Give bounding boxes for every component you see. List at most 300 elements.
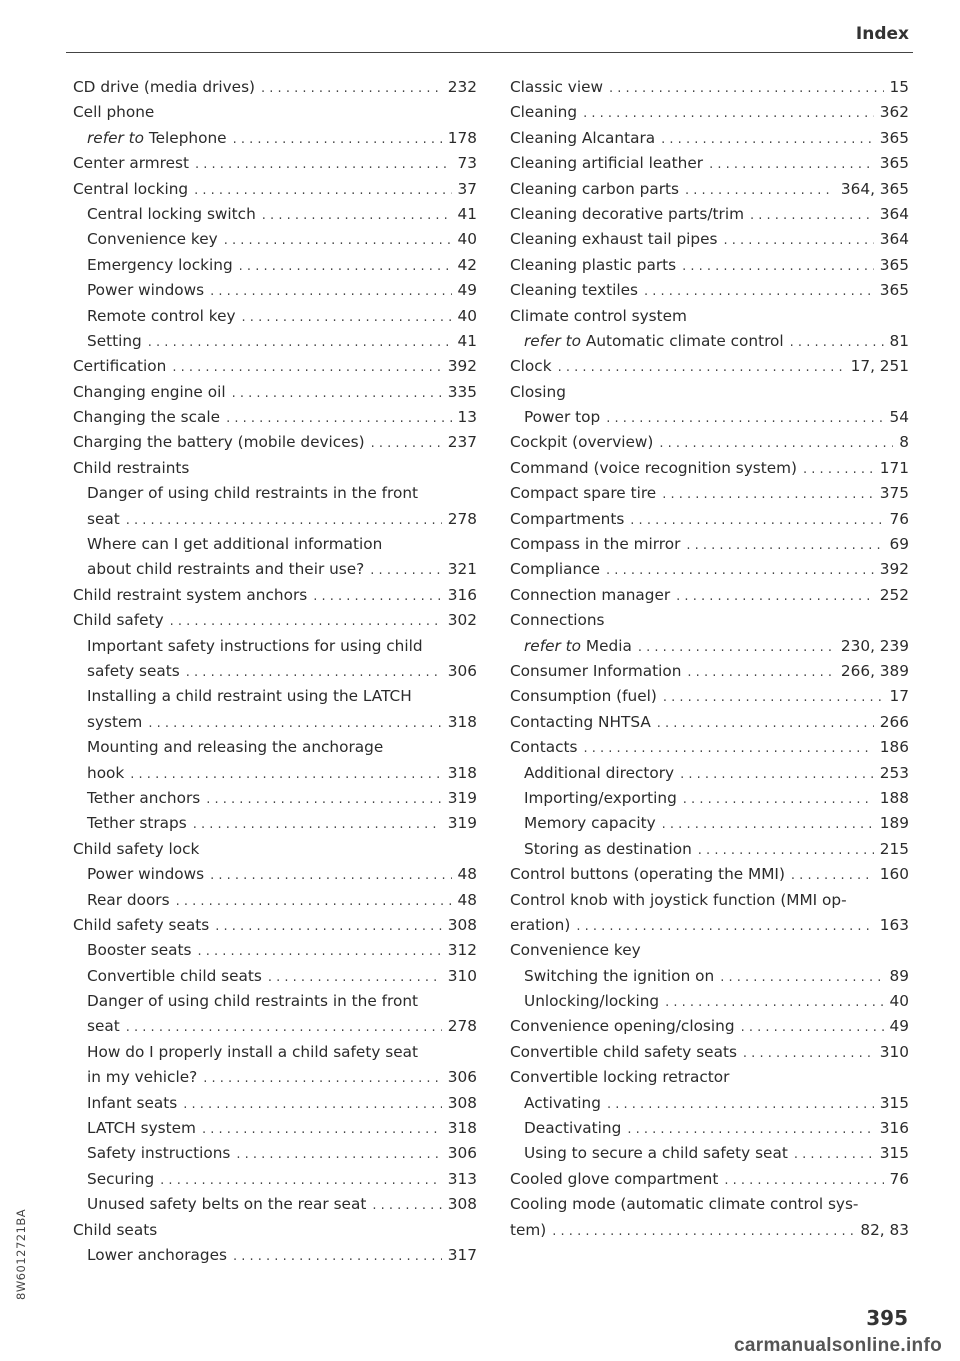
index-term-text: Consumption (fuel) bbox=[510, 687, 657, 706]
dot-leader bbox=[644, 279, 874, 304]
index-term-text: Important safety instructions for using child bbox=[87, 636, 423, 655]
index-term-text: Importing/exporting bbox=[524, 788, 677, 807]
index-term-text: Unlocking/locking bbox=[524, 992, 660, 1011]
index-term bbox=[87, 1116, 196, 1141]
index-page-ref: 306 bbox=[447, 1144, 477, 1163]
index-term bbox=[87, 329, 142, 354]
index-entry bbox=[73, 684, 477, 709]
index-page-ref: 48 bbox=[457, 865, 477, 884]
index-page-ref: 315 bbox=[879, 1144, 909, 1163]
index-entry bbox=[510, 1014, 909, 1039]
document-code: 8W6012721BA bbox=[14, 1208, 28, 1300]
dot-leader bbox=[236, 1142, 441, 1167]
dot-leader bbox=[724, 1168, 883, 1193]
index-page-ref: 308 bbox=[447, 1195, 477, 1214]
index-term-text: Charging the battery (mobile devices) bbox=[73, 433, 365, 452]
dot-leader bbox=[176, 889, 452, 914]
index-page-ref: 48 bbox=[457, 890, 477, 909]
index-page-ref: 266, 389 bbox=[840, 661, 909, 680]
index-entry bbox=[510, 811, 909, 836]
index-entry bbox=[73, 1065, 477, 1090]
index-entry bbox=[510, 1065, 909, 1090]
index-term-text: Cleaning plastic parts bbox=[510, 255, 677, 274]
index-page-ref: 318 bbox=[447, 712, 477, 731]
index-term bbox=[510, 1065, 729, 1090]
index-page-ref: 253 bbox=[879, 763, 909, 782]
index-page-ref: 252 bbox=[879, 585, 909, 604]
index-term-text: Unused safety belts on the rear seat bbox=[87, 1195, 367, 1214]
index-cross-reference: refer to bbox=[87, 128, 145, 147]
dot-leader bbox=[803, 457, 874, 482]
dot-leader bbox=[627, 1117, 873, 1142]
dot-leader bbox=[676, 584, 874, 609]
index-term bbox=[510, 354, 552, 379]
index-term-text: Cockpit (overview) bbox=[510, 433, 654, 452]
index-entry bbox=[73, 888, 477, 913]
index-entry bbox=[73, 989, 477, 1014]
index-term bbox=[524, 811, 656, 836]
index-term-text: system bbox=[87, 712, 143, 731]
index-entry bbox=[73, 126, 477, 151]
index-term-text: Danger of using child restraints in the front bbox=[87, 992, 419, 1011]
index-term-text: CD drive (media drives) bbox=[73, 78, 256, 96]
index-entry bbox=[73, 481, 477, 506]
index-term bbox=[87, 1243, 227, 1268]
index-entry bbox=[510, 405, 909, 430]
index-entry bbox=[510, 710, 909, 735]
index-term-text: Control knob with joystick function (MMI op- bbox=[510, 890, 847, 909]
index-page-ref: 316 bbox=[879, 1119, 909, 1138]
index-term-text: Child safety lock bbox=[73, 839, 200, 858]
index-entry bbox=[73, 583, 477, 608]
index-term-text: Cleaning textiles bbox=[510, 281, 638, 300]
dot-leader bbox=[687, 660, 834, 685]
index-page-ref: 17 bbox=[889, 687, 909, 706]
index-term-text: Consumer Information bbox=[510, 661, 682, 680]
dot-leader bbox=[261, 76, 442, 101]
index-term-text: Mounting and releasing the anchorage bbox=[87, 738, 384, 757]
index-term bbox=[510, 100, 577, 125]
index-term-text: Deactivating bbox=[524, 1119, 622, 1138]
page-number: 395 bbox=[866, 1306, 908, 1330]
index-term bbox=[524, 405, 600, 430]
index-term-text: Media bbox=[581, 636, 632, 655]
index-term bbox=[73, 913, 209, 938]
dot-leader bbox=[197, 939, 441, 964]
index-entry bbox=[73, 608, 477, 633]
index-term bbox=[73, 75, 255, 100]
dot-leader bbox=[262, 203, 452, 228]
index-term-text: Lower anchorages bbox=[87, 1245, 227, 1264]
dot-leader bbox=[698, 838, 874, 863]
index-entry bbox=[510, 888, 909, 913]
dot-leader bbox=[203, 1066, 442, 1091]
index-entry bbox=[73, 354, 477, 379]
index-term-text: LATCH system bbox=[87, 1119, 196, 1138]
dot-leader bbox=[183, 1092, 442, 1117]
index-entry bbox=[73, 253, 477, 278]
index-entry bbox=[510, 608, 909, 633]
dot-leader bbox=[130, 762, 442, 787]
index-term-text: Cleaning bbox=[510, 103, 578, 122]
index-term bbox=[73, 405, 220, 430]
index-term bbox=[510, 1014, 735, 1039]
dot-leader bbox=[663, 685, 884, 710]
dot-leader bbox=[583, 101, 874, 126]
index-entry bbox=[510, 938, 909, 963]
index-term-text: safety seats bbox=[87, 661, 180, 680]
index-entry bbox=[510, 1116, 909, 1141]
index-term-text: Central locking bbox=[73, 179, 189, 198]
index-entry bbox=[73, 1192, 477, 1217]
index-cross-reference: refer to bbox=[524, 331, 582, 350]
index-term-text: Switching the ignition on bbox=[524, 966, 715, 985]
index-term-text: Installing a child restraint using the LATCH bbox=[87, 687, 412, 706]
index-entry bbox=[73, 862, 477, 887]
dot-leader bbox=[606, 406, 883, 431]
index-entry bbox=[73, 1014, 477, 1039]
index-page-ref: 306 bbox=[447, 1068, 477, 1087]
dot-leader bbox=[313, 584, 442, 609]
index-page-ref: 321 bbox=[447, 560, 477, 579]
index-entry bbox=[510, 1141, 909, 1166]
index-page-ref: 375 bbox=[879, 484, 909, 503]
index-term bbox=[73, 100, 154, 125]
index-term-text: Compliance bbox=[510, 560, 601, 579]
index-page-ref: 365 bbox=[879, 128, 909, 147]
dot-leader bbox=[215, 914, 442, 939]
index-term bbox=[87, 735, 383, 760]
page-header-title: Index bbox=[855, 24, 909, 44]
index-entry bbox=[73, 532, 477, 557]
dot-leader bbox=[607, 1092, 874, 1117]
index-entry bbox=[510, 659, 909, 684]
dot-leader bbox=[210, 279, 451, 304]
dot-leader bbox=[193, 812, 442, 837]
index-term-text: Cell phone bbox=[73, 103, 155, 122]
index-term bbox=[510, 938, 641, 963]
index-entry bbox=[73, 1116, 477, 1141]
index-term-text: Classic view bbox=[510, 78, 603, 96]
index-term bbox=[73, 354, 166, 379]
index-entry bbox=[73, 202, 477, 227]
index-page-ref: 362 bbox=[879, 103, 909, 122]
index-term-text: Cleaning carbon parts bbox=[510, 179, 679, 198]
index-page-ref: 310 bbox=[879, 1042, 909, 1061]
index-page-ref: 186 bbox=[879, 738, 909, 757]
index-term-text: in my vehicle? bbox=[87, 1068, 198, 1087]
index-term-text: Power top bbox=[524, 408, 601, 427]
index-term bbox=[87, 761, 124, 786]
index-term bbox=[87, 304, 236, 329]
index-term-text: Changing the scale bbox=[73, 408, 221, 427]
index-term bbox=[87, 938, 191, 963]
index-entry bbox=[510, 964, 909, 989]
index-term-text: Compass in the mirror bbox=[510, 535, 681, 554]
index-page-ref: 40 bbox=[457, 230, 477, 249]
dot-leader bbox=[268, 965, 442, 990]
index-term bbox=[510, 557, 600, 582]
index-page-ref: 189 bbox=[879, 814, 909, 833]
index-term-text: Climate control system bbox=[510, 306, 687, 325]
index-term bbox=[87, 507, 120, 532]
index-term bbox=[87, 278, 204, 303]
index-entry bbox=[510, 583, 909, 608]
index-term-text: Booster seats bbox=[87, 941, 192, 960]
index-term bbox=[87, 227, 218, 252]
dot-leader bbox=[724, 228, 874, 253]
index-term bbox=[73, 583, 307, 608]
dot-leader bbox=[790, 330, 884, 355]
index-term bbox=[87, 634, 423, 659]
index-term bbox=[87, 862, 204, 887]
index-entry bbox=[73, 710, 477, 735]
index-page-ref: 316 bbox=[447, 585, 477, 604]
dot-leader bbox=[606, 558, 874, 583]
index-term-text: Compact spare tire bbox=[510, 484, 657, 503]
index-term bbox=[87, 786, 200, 811]
index-term bbox=[510, 278, 638, 303]
index-term-text: Closing bbox=[510, 382, 566, 401]
index-page-ref: 69 bbox=[889, 535, 909, 554]
index-page-ref: 266 bbox=[879, 712, 909, 731]
index-term bbox=[510, 507, 624, 532]
index-entry bbox=[510, 177, 909, 202]
dot-leader bbox=[576, 914, 873, 939]
index-entry bbox=[510, 75, 909, 100]
index-term bbox=[87, 1065, 197, 1090]
index-page-ref: 49 bbox=[457, 281, 477, 300]
dot-leader bbox=[160, 1168, 442, 1193]
index-term bbox=[510, 430, 653, 455]
index-term-text: Certification bbox=[73, 357, 167, 376]
index-entry bbox=[510, 761, 909, 786]
dot-leader bbox=[659, 431, 893, 456]
index-entry bbox=[73, 100, 477, 125]
index-page-ref: 163 bbox=[879, 915, 909, 934]
index-term-text: Infant seats bbox=[87, 1093, 178, 1112]
index-term bbox=[87, 1192, 366, 1217]
index-page-ref: 319 bbox=[447, 788, 477, 807]
index-term-text: Child seats bbox=[73, 1220, 158, 1239]
index-term bbox=[510, 532, 680, 557]
index-term-text: Emergency locking bbox=[87, 255, 233, 274]
dot-leader bbox=[794, 1142, 874, 1167]
index-page-ref: 365 bbox=[879, 255, 909, 274]
index-term bbox=[87, 1091, 177, 1116]
index-term-text: Child restraint system anchors bbox=[73, 585, 308, 604]
index-term-text: Convenience opening/closing bbox=[510, 1017, 735, 1036]
index-page-ref: 310 bbox=[447, 966, 477, 985]
index-page-ref: 318 bbox=[447, 763, 477, 782]
index-term bbox=[73, 380, 226, 405]
index-term bbox=[73, 837, 199, 862]
index-term bbox=[510, 253, 676, 278]
dot-leader bbox=[195, 152, 452, 177]
index-entry bbox=[510, 989, 909, 1014]
dot-leader bbox=[224, 228, 452, 253]
index-term bbox=[510, 659, 681, 684]
index-term bbox=[87, 684, 412, 709]
index-term-text: Cleaning decorative parts/trim bbox=[510, 204, 744, 223]
index-term-text: Command (voice recognition system) bbox=[510, 458, 798, 477]
index-term bbox=[524, 634, 632, 659]
index-entry bbox=[510, 634, 909, 659]
index-entry bbox=[510, 1218, 909, 1243]
dot-leader bbox=[148, 330, 452, 355]
dot-leader bbox=[583, 736, 873, 761]
index-entry bbox=[73, 786, 477, 811]
index-term bbox=[524, 837, 692, 862]
index-term bbox=[510, 202, 744, 227]
index-term-text: Securing bbox=[87, 1169, 155, 1188]
dot-leader bbox=[226, 406, 451, 431]
index-entry bbox=[73, 811, 477, 836]
index-term bbox=[510, 481, 656, 506]
index-term-text: Convertible locking retractor bbox=[510, 1068, 730, 1087]
index-page-ref: 89 bbox=[889, 966, 909, 985]
index-entry bbox=[510, 126, 909, 151]
dot-leader bbox=[232, 381, 442, 406]
dot-leader bbox=[170, 609, 442, 634]
dot-leader bbox=[720, 965, 883, 990]
index-term bbox=[510, 304, 687, 329]
index-term bbox=[87, 1141, 230, 1166]
index-term bbox=[73, 456, 189, 481]
index-entry bbox=[510, 329, 909, 354]
index-entry bbox=[510, 151, 909, 176]
dot-leader bbox=[609, 76, 884, 101]
index-entry bbox=[73, 1243, 477, 1268]
index-term bbox=[87, 253, 233, 278]
index-term-text: Activating bbox=[524, 1093, 601, 1112]
index-term bbox=[87, 202, 256, 227]
index-page-ref: 308 bbox=[447, 915, 477, 934]
index-page-ref: 319 bbox=[447, 814, 477, 833]
index-page-ref: 230, 239 bbox=[840, 636, 909, 655]
index-page-ref: 37 bbox=[457, 179, 477, 198]
index-term-text: Automatic climate control bbox=[581, 331, 784, 350]
index-term-text: seat bbox=[87, 1017, 120, 1036]
index-page-ref: 42 bbox=[457, 255, 477, 274]
index-term bbox=[87, 557, 364, 582]
index-page-ref: 81 bbox=[889, 331, 909, 350]
index-term bbox=[510, 608, 605, 633]
dot-leader bbox=[709, 152, 874, 177]
dot-leader bbox=[682, 254, 874, 279]
index-entry bbox=[510, 227, 909, 252]
index-entry bbox=[73, 507, 477, 532]
index-term bbox=[510, 913, 570, 938]
index-page-ref: 188 bbox=[879, 788, 909, 807]
index-page-ref: 312 bbox=[447, 941, 477, 960]
index-entry bbox=[73, 304, 477, 329]
index-page-ref: 365 bbox=[879, 281, 909, 300]
index-term-text: Telephone bbox=[144, 128, 227, 147]
index-term-text: Additional directory bbox=[524, 763, 675, 782]
index-page-ref: 49 bbox=[889, 1017, 909, 1036]
index-entry bbox=[510, 532, 909, 557]
index-term-text: Remote control key bbox=[87, 306, 236, 325]
index-term-text: Cleaning artificial leather bbox=[510, 154, 704, 173]
index-term bbox=[73, 177, 188, 202]
index-entry bbox=[73, 659, 477, 684]
index-term-text: Contacting NHTSA bbox=[510, 712, 651, 731]
index-term-text: hook bbox=[87, 763, 125, 782]
index-entry bbox=[510, 735, 909, 760]
index-term bbox=[73, 151, 189, 176]
index-entry bbox=[73, 735, 477, 760]
index-term-text: Using to secure a child safety seat bbox=[524, 1144, 788, 1163]
index-page-ref: 335 bbox=[447, 382, 477, 401]
index-entry bbox=[73, 151, 477, 176]
index-term-text: How do I properly install a child safety seat bbox=[87, 1042, 419, 1061]
index-term bbox=[510, 227, 718, 252]
index-entry bbox=[510, 202, 909, 227]
watermark-logo-text: carmanualsonline.info bbox=[734, 1335, 942, 1356]
dot-leader bbox=[148, 711, 441, 736]
index-entry bbox=[510, 837, 909, 862]
dot-leader bbox=[194, 178, 451, 203]
dot-leader bbox=[680, 762, 874, 787]
index-term bbox=[510, 1192, 858, 1217]
index-term bbox=[510, 862, 785, 887]
index-term bbox=[87, 710, 142, 735]
index-term-text: Tether anchors bbox=[87, 788, 201, 807]
index-page-ref: 364 bbox=[879, 230, 909, 249]
dot-leader bbox=[791, 863, 874, 888]
index-column-right bbox=[510, 75, 909, 1243]
index-term bbox=[510, 1040, 737, 1065]
index-page-ref: 8 bbox=[899, 433, 909, 452]
index-entry bbox=[510, 862, 909, 887]
index-term-text: Child safety seats bbox=[73, 915, 210, 934]
index-entry bbox=[510, 1091, 909, 1116]
index-term-text: Child restraints bbox=[73, 458, 190, 477]
index-entry bbox=[73, 1218, 477, 1243]
index-term-text: eration) bbox=[510, 915, 571, 934]
dot-leader bbox=[552, 1219, 854, 1244]
index-term bbox=[87, 126, 227, 151]
dot-leader bbox=[558, 355, 845, 380]
dot-leader bbox=[750, 203, 874, 228]
index-entry bbox=[73, 177, 477, 202]
index-page-ref: 392 bbox=[447, 357, 477, 376]
index-entry bbox=[73, 938, 477, 963]
index-term-text: Connections bbox=[510, 611, 605, 630]
index-page-ref: 315 bbox=[879, 1093, 909, 1112]
dot-leader bbox=[210, 863, 451, 888]
index-page-ref: 278 bbox=[447, 509, 477, 528]
index-term bbox=[510, 710, 651, 735]
index-page-ref: 364 bbox=[879, 204, 909, 223]
index-term bbox=[87, 481, 418, 506]
index-entry bbox=[510, 1192, 909, 1217]
index-term-text: Power windows bbox=[87, 281, 205, 300]
index-page-ref: 215 bbox=[879, 839, 909, 858]
index-entry bbox=[73, 913, 477, 938]
dot-leader bbox=[233, 127, 442, 152]
index-term bbox=[524, 1116, 621, 1141]
index-page-ref: 171 bbox=[879, 458, 909, 477]
index-term bbox=[510, 1167, 718, 1192]
index-term-text: Convertible child seats bbox=[87, 966, 262, 985]
index-entry bbox=[73, 75, 477, 100]
index-term-text: Cooled glove compartment bbox=[510, 1169, 719, 1188]
index-term bbox=[87, 1040, 418, 1065]
dot-leader bbox=[202, 1117, 442, 1142]
index-entry bbox=[510, 786, 909, 811]
